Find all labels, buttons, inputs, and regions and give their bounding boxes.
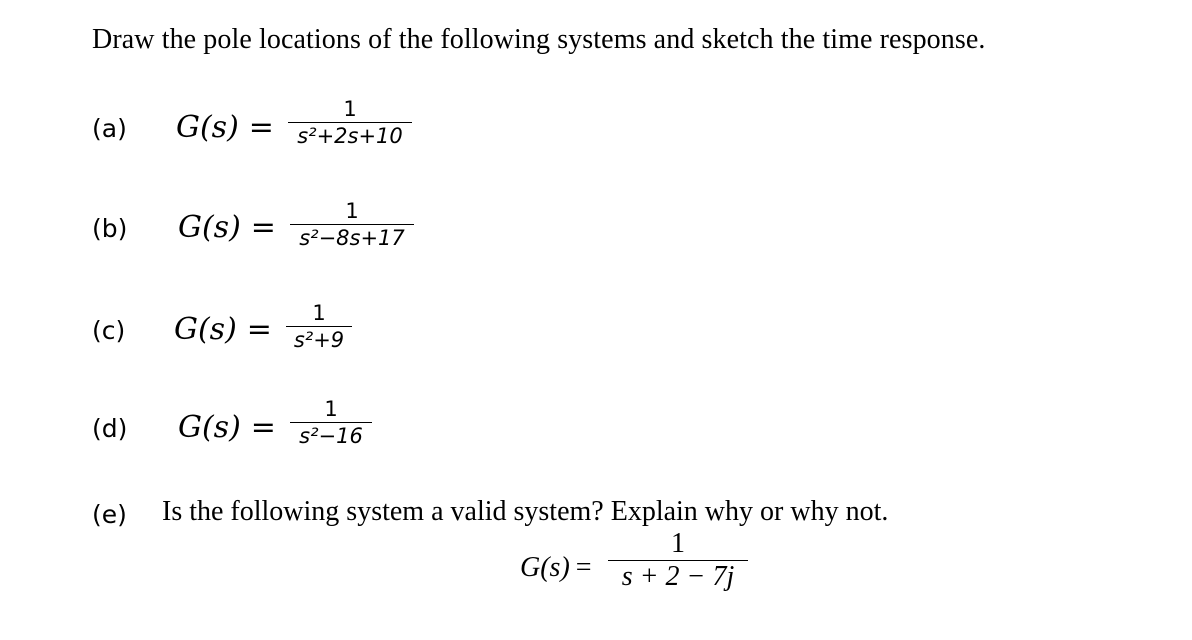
part-d-equals: = [250,410,276,445]
part-b-label: (b) [92,214,128,243]
part-e-lhs [520,552,592,584]
part-e-label: (e) [92,500,127,529]
part-b-lhs [178,210,276,245]
part-e-denominator: s + 2 − 7j [621,561,735,592]
instruction-title: Draw the pole locations of the following systems and sketch the time response. [92,24,986,55]
part-a-lhs [176,110,274,145]
part-a-numerator: 1 [343,97,357,121]
part-a-function: G(s) [176,110,239,145]
part-d-lhs [178,410,276,445]
part-c-fraction [286,300,352,353]
part-c-lhs [174,312,272,347]
part-c-denominator: s²+9 [293,328,345,352]
part-d-numerator: 1 [324,397,338,421]
part-d-denominator: s²−16 [299,424,363,448]
part-c-function: G(s) [174,312,237,347]
part-d-function: G(s) [178,410,241,445]
part-e-fraction [608,528,748,593]
part-b-denominator: s²−8s+17 [299,226,405,250]
part-e-question: Is the following system a valid system? Explain why or why not. [162,496,889,527]
part-b-numerator: 1 [345,199,359,223]
part-e-equals: = [575,552,592,583]
part-e-function: G(s) [520,552,570,583]
part-c-label: (c) [92,316,126,345]
part-b-equals: = [250,210,276,245]
part-a-label: (a) [92,114,127,143]
part-d-fraction [290,396,372,449]
part-c-equals: = [246,312,272,347]
part-b-function: G(s) [178,210,241,245]
part-b-fraction [290,198,414,251]
part-a-fraction [288,96,412,149]
part-a-equals: = [248,110,274,145]
part-a-denominator: s²+2s+10 [297,124,403,148]
part-e-numerator: 1 [671,528,685,559]
part-c-numerator: 1 [312,301,326,325]
part-d-label: (d) [92,414,128,443]
